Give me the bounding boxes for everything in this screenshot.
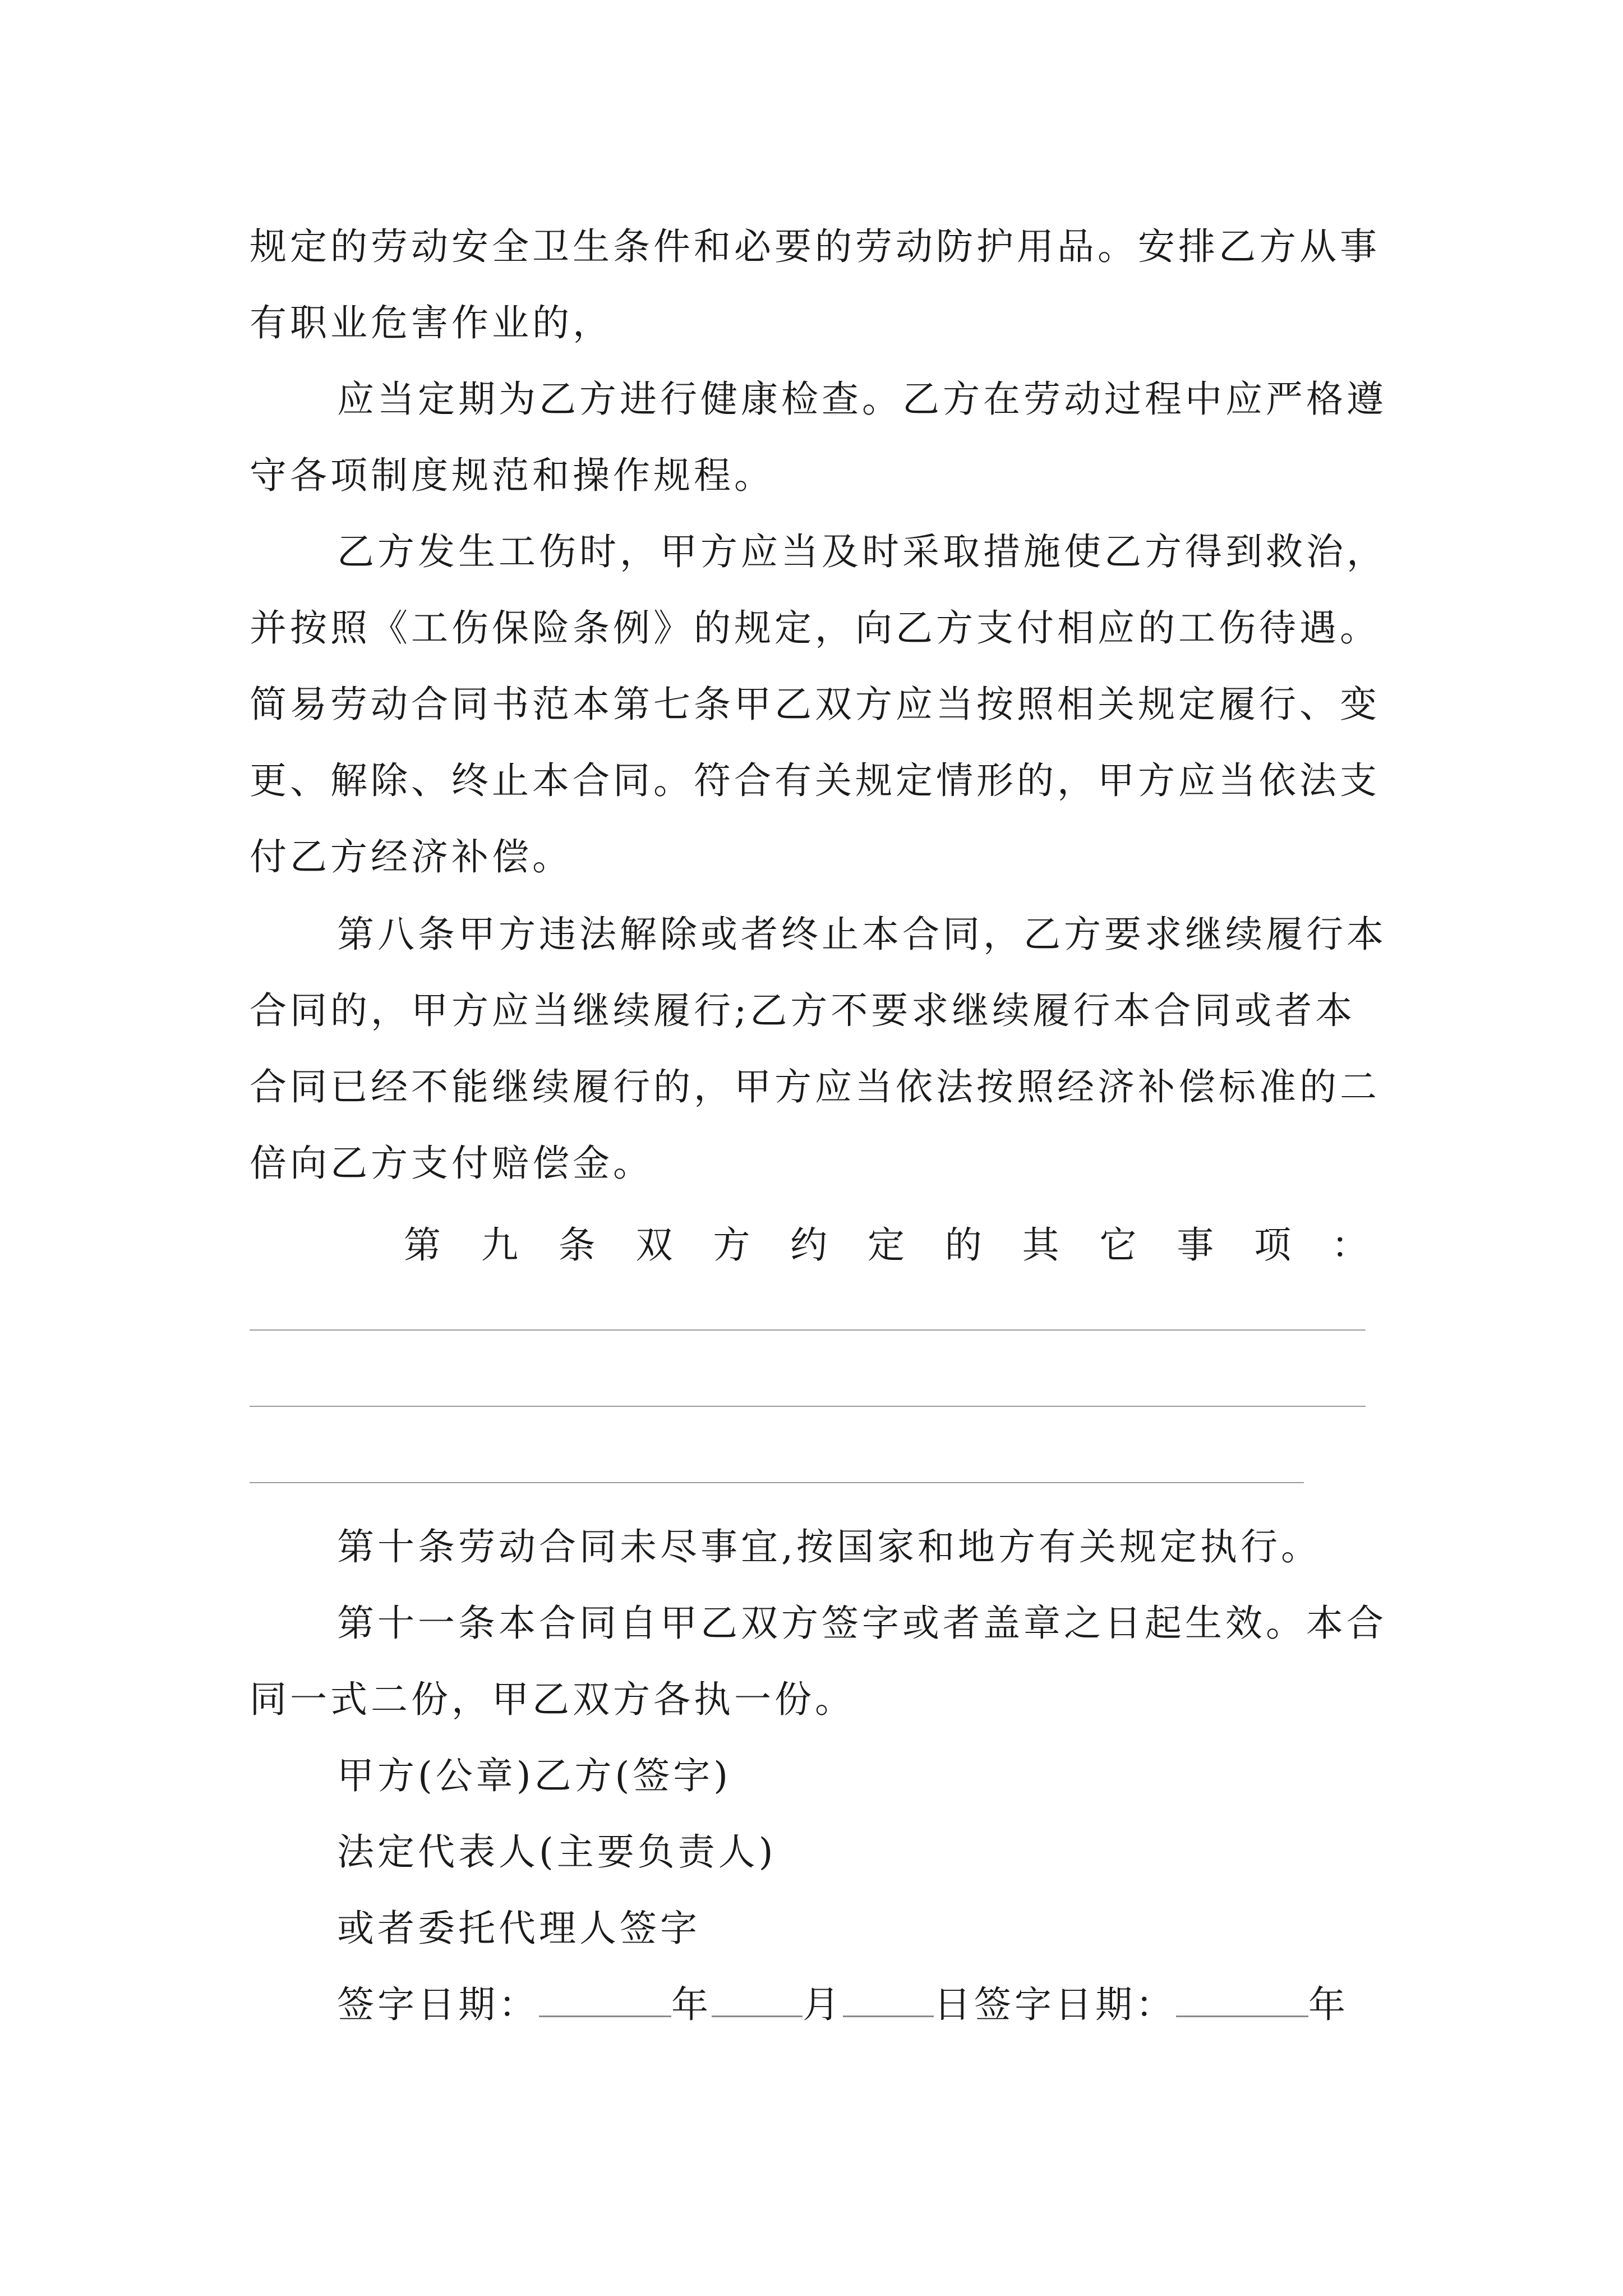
signature-date-line	[337, 1967, 1349, 2043]
month-blank-1[interactable]	[712, 1983, 803, 2017]
heading-char: 方	[713, 1223, 750, 1267]
authorized-agent-signature: 或者委托代理人签字	[337, 1907, 700, 1950]
heading-char: 项	[1254, 1223, 1292, 1267]
paragraph-article-11: 第十一条本合同自甲乙双方签字或者盖章之日起生效。本合同一式二份，甲乙双方各执一份。	[250, 1602, 1387, 1721]
heading-char: 双	[635, 1223, 673, 1267]
heading-char: 第	[404, 1223, 441, 1267]
blank-line-3	[250, 1482, 1304, 1483]
year-blank-1[interactable]	[539, 1983, 671, 2017]
paragraph-article-8: 第八条甲方违法解除或者终止本合同，乙方要求继续履行本合同的，甲方应当继续履行;乙方不要求继续履行本合同或者本合同已经不能继续履行的，甲方应当依法按照经济补偿标准的二倍向乙方支付赔偿金。	[250, 913, 1387, 1185]
day-blank-1[interactable]	[843, 1983, 934, 2017]
day-date-label-2: 日签字日期：	[934, 1983, 1176, 2026]
legal-representative: 法定代表人(主要负责人)	[337, 1830, 777, 1874]
month-label-1: 月	[803, 1983, 843, 2026]
paragraph-health-check: 应当定期为乙方进行健康检查。乙方在劳动过程中应严格遵守各项制度规范和操作规程。	[250, 378, 1387, 497]
paragraph-article-10: 第十条劳动合同未尽事宜,按国家和地方有关规定执行。	[337, 1525, 1321, 1568]
heading-char: 约	[790, 1223, 828, 1267]
heading-char: 其	[1022, 1223, 1059, 1267]
heading-char: 的	[944, 1223, 982, 1267]
heading-char: 定	[867, 1223, 905, 1267]
signature-parties: 甲方(公章)乙方(签字)	[337, 1754, 731, 1797]
year-label-2: 年	[1308, 1983, 1349, 2026]
heading-char: 事	[1177, 1223, 1214, 1267]
year-label-1: 年	[671, 1983, 712, 2026]
heading-char: ：	[1331, 1223, 1368, 1267]
article-9-heading	[404, 1207, 1368, 1283]
heading-char: 条	[558, 1223, 596, 1267]
year-blank-2[interactable]	[1176, 1983, 1308, 2017]
heading-char: 九	[481, 1223, 518, 1267]
blank-line-1	[250, 1329, 1366, 1331]
heading-char: 它	[1099, 1223, 1137, 1267]
paragraph-safety-conditions: 规定的劳动安全卫生条件和必要的劳动防护用品。安排乙方从事有职业危害作业的，	[250, 225, 1380, 344]
blank-line-2	[250, 1406, 1366, 1407]
paragraph-work-injury: 乙方发生工伤时，甲方应当及时采取措施使乙方得到救治，并按照《工伤保险条例》的规定，向乙方支付相应的工伤待遇。简易劳动合同书范本第七条甲乙双方应当按照相关规定履行、变更、解除、终止本合同。符合有关规定情形的，甲方应当依法支付乙方经济补偿。	[250, 530, 1387, 878]
date-label-1: 签字日期：	[337, 1983, 539, 2026]
